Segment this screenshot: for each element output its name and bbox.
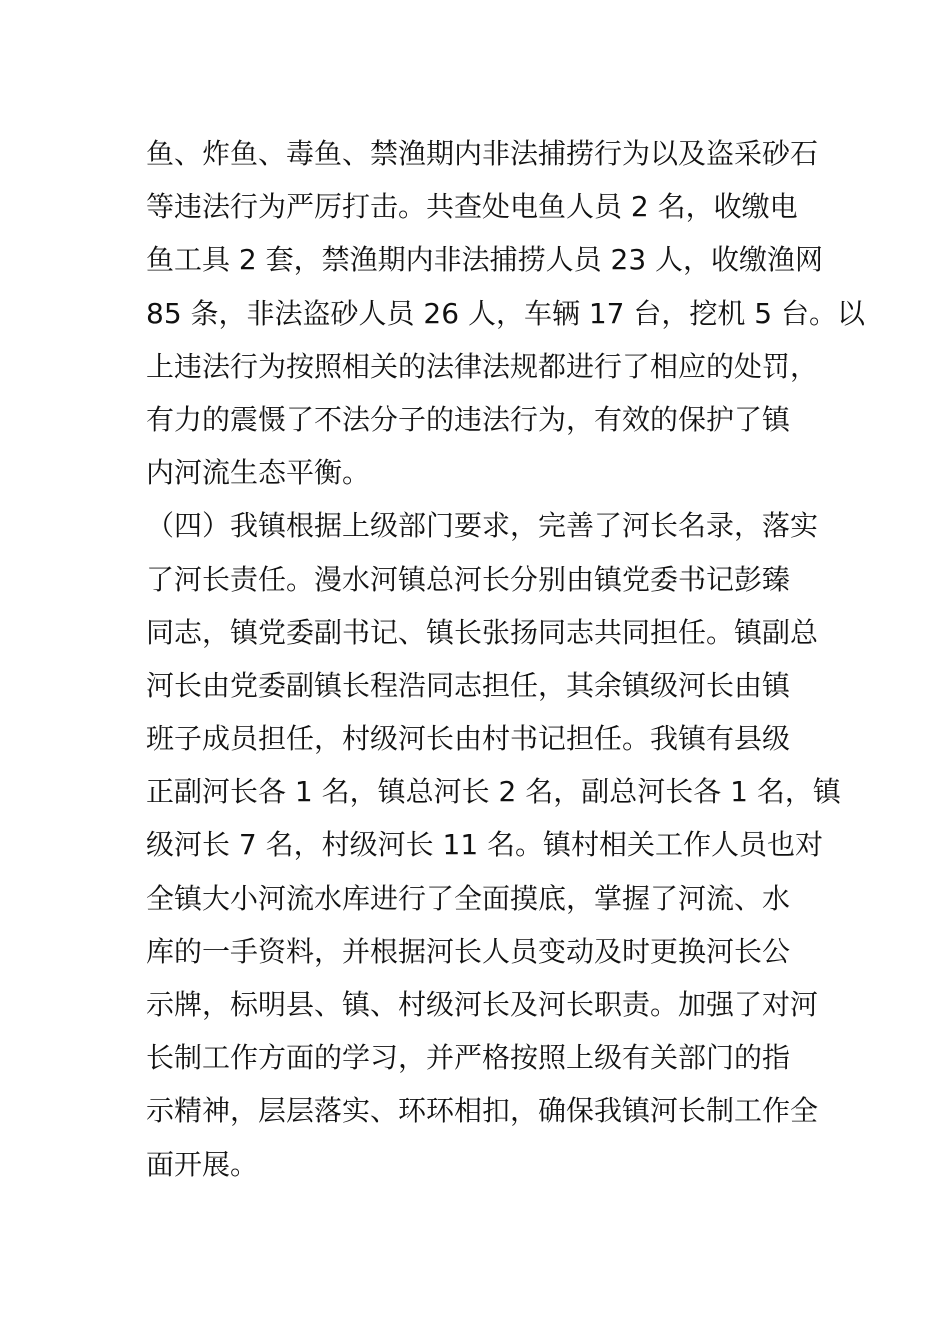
text-line: 85 条，非法盗砂人员 26 人，车辆 17 台，挖机 5 台。以 (146, 296, 866, 330)
section-four-heading-line: （四）我镇根据上级部门要求，完善了河长名录，落实 (146, 509, 819, 543)
text-line: 等违法行为严厉打击。共查处电鱼人员 2 名，收缴电 (146, 190, 798, 224)
text-line: 示精神，层层落实、环环相扣，确保我镇河长制工作全 (146, 1094, 819, 1128)
body-text (146, 127, 866, 1191)
text-line: 全镇大小河流水库进行了全面摸底，掌握了河流、水 (146, 881, 791, 915)
text-line: 级河长 7 名，村级河长 11 名。镇村相关工作人员也对 (146, 828, 824, 862)
text-line: 内河流生态平衡。 (146, 456, 371, 490)
text-line: 同志，镇党委副书记、镇长张扬同志共同担任。镇副总 (146, 615, 819, 649)
text-line: 库的一手资料，并根据河长人员变动及时更换河长公 (146, 934, 791, 968)
text-line: 上违法行为按照相关的法律法规都进行了相应的处罚， (146, 349, 819, 383)
text-line: 班子成员担任，村级河长由村书记担任。我镇有县级 (146, 722, 791, 756)
text-line: 示牌，标明县、镇、村级河长及河长职责。加强了对河 (146, 988, 819, 1021)
text-line: 鱼工具 2 套，禁渔期内非法捕捞人员 23 人，收缴渔网 (146, 243, 824, 277)
text-line: 正副河长各 1 名，镇总河长 2 名，副总河长各 1 名，镇 (146, 775, 841, 809)
text-line: 鱼、炸鱼、毒鱼、禁渔期内非法捕捞行为以及盗采砂石 (146, 137, 819, 170)
text-line: 河长由党委副镇长程浩同志担任，其余镇级河长由镇 (146, 668, 791, 702)
text-line: 面开展。 (146, 1147, 259, 1181)
text-line: 长制工作方面的学习，并严格按照上级有关部门的指 (146, 1041, 791, 1075)
text-line: 了河长责任。漫水河镇总河长分别由镇党委书记彭臻 (146, 562, 791, 596)
text-line: 有力的震慑了不法分子的违法行为，有效的保护了镇 (146, 402, 791, 436)
